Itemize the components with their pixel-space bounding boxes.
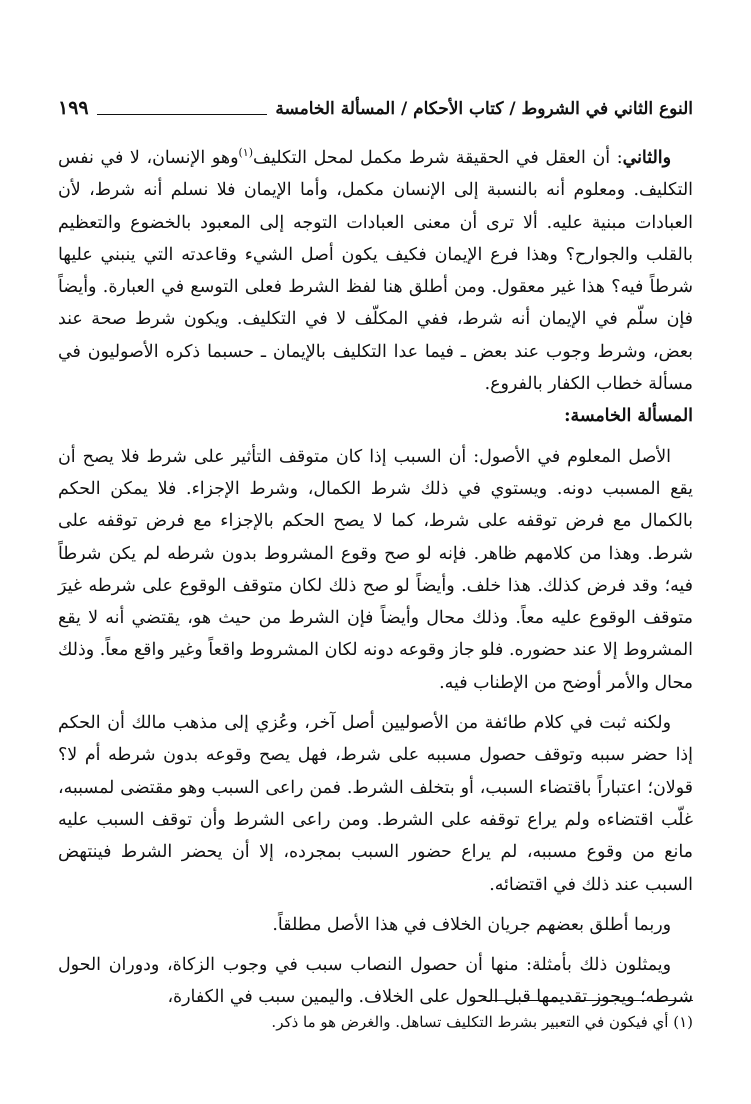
footnote-1: (١) أي فيكون في التعبير بشرط التكليف تساهل. والغرض هو ما ذكر. (271, 1013, 693, 1031)
section-heading: المسألة الخامسة: (564, 406, 693, 427)
footnote-rule (483, 1000, 693, 1001)
paragraph-text: : أن العقل في الحقيقة شرط مكمل لمحل التكليف (252, 148, 623, 168)
footnotes (58, 1000, 693, 1035)
paragraph-5: ويمثلون ذلك بأمثلة: منها أن حصول النصاب سبب في وجوب الزكاة، ودوران الحول شرطه؛ ويجوز تقديمها قبل الحول على الخلاف. واليمين سبب في الكفارة، (58, 955, 693, 1008)
paragraph-1 (58, 142, 693, 400)
paragraph-text: وهو الإنسان، لا في نفس التكليف. ومعلوم أنه بالنسبة إلى الإنسان مكمل، وأما الإيمان فلا نسلم أنه شرط، لأن العبادات مبنية عليه. ألا ترى أن معنى العبادات التوجه إلى المعبود بالخضوع والتعظيم بالقلب والجوارح؟ وهذا فرع الإيمان فكيف يكون أصل الشيء وقاعدته التي ينبني عليها شرطاً فيه؟ هذا غير معقول. ومن أطلق هنا لفظ الشرط فعلى التوسع في العبارة. وأيضاً فإن سلّم في الإيمان أنه شرط، ففي المكلّف لا في التكليف. ويكون شرط صحة عند بعض، وشرط وجوب عند بعض ـ فيما عدا التكليف بالإيمان ـ حسبما ذكره الأصوليون في مسألة خطاب الكفار بالفروع. (58, 148, 693, 395)
page-number: ١٩٩ (58, 97, 89, 119)
footnote-reference: (١) (238, 146, 253, 160)
paragraph-2: الأصل المعلوم في الأصول: أن السبب إذا كان متوقف التأثير على شرط فلا يصح أن يقع المسبب دونه. ويستوي في ذلك شرط الكمال، وشرط الإجزاء. فلا يمكن الحكم بالكمال مع فرض توقفه على شرط، كما لا يصح الحكم بالإجزاء مع فرض توقفه على شرط. وهذا من كلامهم ظاهر. فإنه لو صح وقوع المشروط بدون شرطه لم يكن شرطاً فيه؛ وقد فرض كذلك. هذا خلف. وأيضاً لو صح ذلك لكان متوقف الوقوع على شرطه غيرَ متوقف الوقوع عليه معاً. وذلك محال وأيضاً فإن الشرط من حيث هو، يقتضي أنه لا يقع المشروط إلا عند حضوره. فلو جاز وقوعه دونه لكان المشروط واقعاً وغير واقع معاً. وذلك محال والأمر أوضح من الإطناب فيه. (58, 446, 693, 693)
running-title: النوع الثاني في الشروط / كتاب الأحكام / المسألة الخامسة (275, 99, 693, 119)
running-header (58, 88, 693, 118)
paragraph-4: وربما أطلق بعضهم جريان الخلاف في هذا الأصل مطلقاً. (272, 914, 671, 935)
paragraph-lead: والثاني (622, 148, 671, 168)
paragraph-3: ولكنه ثبت في كلام طائفة من الأصوليين أصل آخر، وعُزي إلى مذهب مالك أن الحكم إذا حضر سببه وتوقف حصول مسببه على شرط، فهل يصح وقوعه بدون شرطه أم لا؟ قولان؛ اعتباراً باقتضاء السبب، أو بتخلف الشرط. فمن راعى السبب وهو مقتضى لمسببه، غلّب اقتضاءه ولم يراع توقفه على الشرط. ومن راعى الشرط وأن توقف السبب عليه مانع من وقوع مسببه، لم يراع حضور السبب بمجرده، إلا أن يحضر الشرط فينتهض السبب عند ذلك في اقتضائه. (58, 713, 693, 895)
page-body (58, 142, 693, 1014)
header-rule (97, 114, 268, 115)
